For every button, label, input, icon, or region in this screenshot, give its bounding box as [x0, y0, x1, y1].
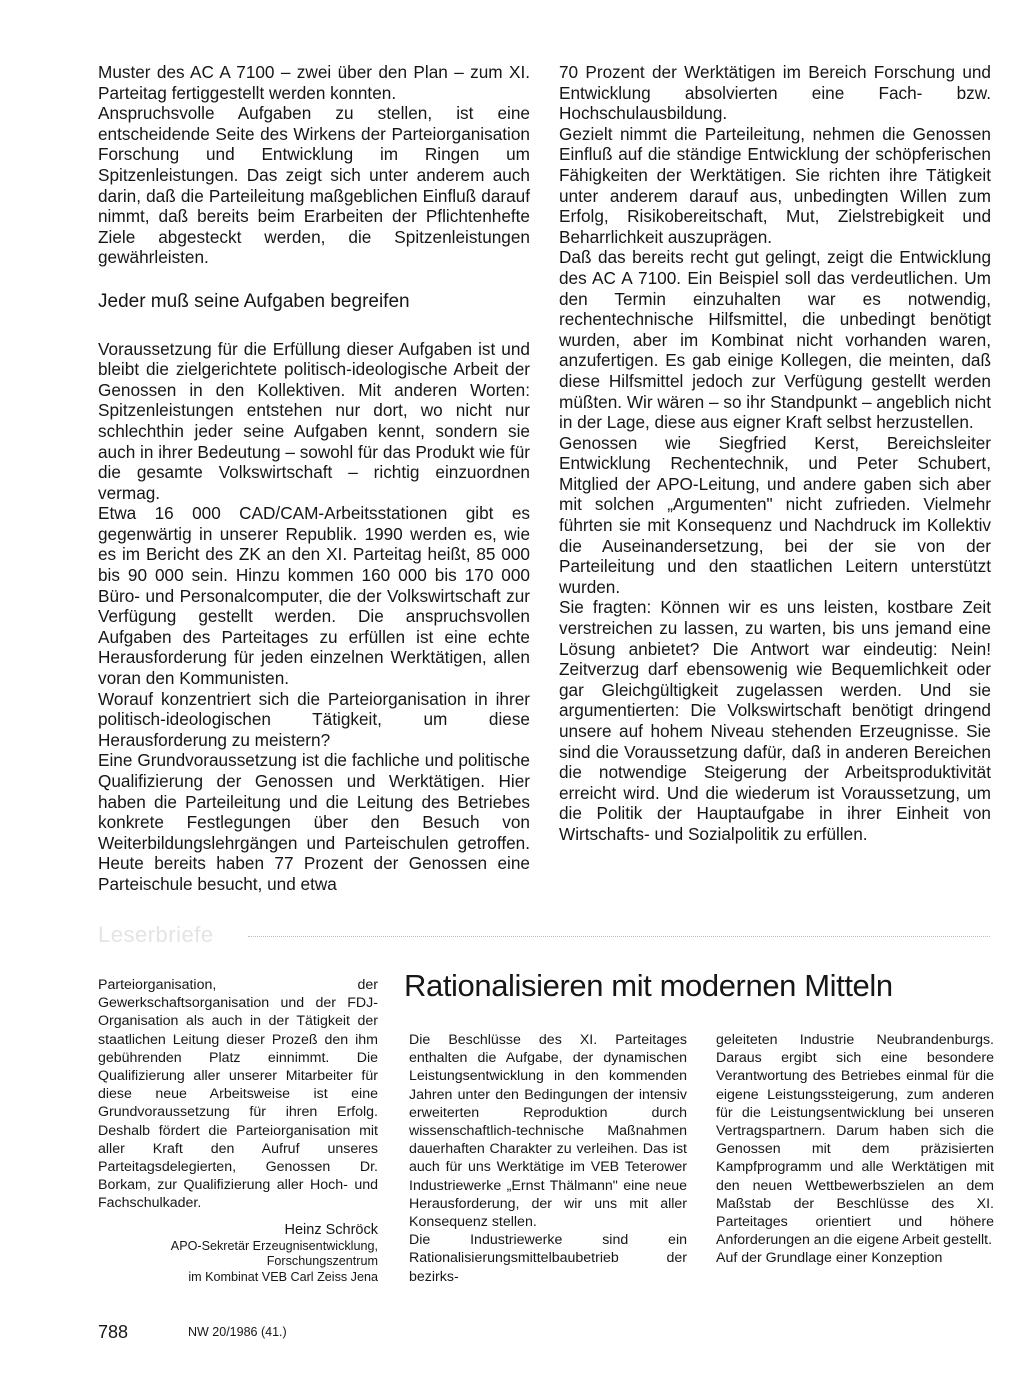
paragraph: Etwa 16 000 CAD/CAM-Arbeitsstationen gibt es gegenwärtig in unserer Republik. 1990 werden es, wie es im Bericht des ZK an den XI. Parteitag heißt, 85 000 bis 90 000 sein. Hinzu kommen 160 000 bis 170 000 Büro- und Personalcomputer, die der Volkswirtschaft zur Verfügung gestellt werden. Die anspruchsvollen Aufgaben des Parteitages zu erfüllen ist eine echte Herausforderung für jeden einzelnen Werktätigen, allen voran den Kommunisten.	[98, 503, 530, 689]
paragraph: Worauf konzentriert sich die Parteiorganisation in ihrer politisch-ideologischen Tätigkeit, um diese Herausforderung zu meistern?	[98, 688, 530, 750]
paragraph: 70 Prozent der Werktätigen im Bereich Forschung und Entwicklung absolvierten eine Fach- bzw. Hochschulausbildung.	[559, 62, 991, 124]
signature-role: Forschungszentrum	[266, 1254, 378, 1269]
letter-column-left	[98, 976, 378, 1285]
issue-reference: NW 20/1986 (41.)	[188, 1325, 287, 1339]
section-label-leserbriefe: Leserbriefe	[98, 922, 214, 947]
paragraph: Daß das bereits recht gut gelingt, zeigt die Entwicklung des AC A 7100. Ein Beispiel soll das verdeutlichen. Um den Termin einzuhalten war es notwendig, rechentechnische Hilfsmittel, die unbedingt benötigt wurden, aber im Kombinat nicht vorhanden waren, anzufertigen. Es gab einige Kollegen, die meinten, daß diese Hilfsmittel jedoch zur Verfügung gestellt werden müßten. Wir wären – so ihr Standpunkt – angeblich nicht in der Lage, diese aus eigner Kraft selbst herzustellen.	[559, 247, 991, 433]
article-column-top-right	[559, 62, 991, 845]
signature-role: im Kombinat VEB Carl Zeiss Jena	[188, 1269, 378, 1284]
paragraph: Anspruchsvolle Aufgaben zu stellen, ist eine entscheidende Seite des Wirkens der Parteiorganisation Forschung und Entwicklung im Ringen um Spitzenleistungen. Das zeigt sich unter anderem auch darin, daß die Parteileitung maßgeblichen Einfluß darauf nimmt, daß bereits beim Erarbeiten der Pflichtenhefte Ziele abgesteckt werden, die Spitzenleistungen gewährleisten.	[98, 103, 530, 268]
letter-column-right	[716, 1031, 994, 1268]
paragraph: Die Industriewerke sind ein Rationalisierungsmittelbaubetrieb der bezirks-	[409, 1232, 687, 1285]
page-footer	[98, 1322, 498, 1346]
paragraph: Auf der Grundlage einer Konzeption	[716, 1250, 943, 1267]
paragraph: Genossen wie Siegfried Kerst, Bereichsleiter Entwicklung Rechentechnik, und Peter Schubert, Mitglied der APO-Leitung, und andere gaben sich aber mit solchen „Argumenten" nicht zufrieden. Vielmehr führten sie mit Konsequenz und Nachdruck im Kollektiv die Auseinandersetzung, bei der sie von der Parteileitung und den staatlichen Leitern unterstützt wurden.	[559, 432, 991, 597]
paragraph: geleiteten Industrie Neubrandenburgs. Daraus ergibt sich eine besondere Verantwortung des Betriebes einmal für die eigene Leistungssteigerung, zum anderen für die Leistungsentwicklung bei unseren Vertragspartnern. Darum haben sich die Genossen mit dem präzisierten Kampfprogramm und alle Werktätigen mit den neuen Wettbewerbszielen an dem Maßstab der Beschlüsse des XI. Parteitages orientiert und höhere Anforderungen an die eigene Arbeit gestellt.	[716, 1032, 994, 1249]
paragraph: Gezielt nimmt die Parteileitung, nehmen die Genossen Einfluß auf die ständige Entwicklung der schöpferischen Fähigkeiten der Werktätigen. Sie richten ihre Tätigkeit unter anderem darauf aus, unbedingten Willen zum Erfolg, Risikobereitschaft, Mut, Zielstrebigkeit und Beharrlichkeit auszuprägen.	[559, 123, 991, 247]
paragraph: Sie fragten: Können wir es uns leisten, kostbare Zeit verstreichen zu lassen, zu warten, bis uns jemand eine Lösung anbietet? Die Antwort war eindeutig: Nein! Zeitverzug darf ebensowenig wie Bequemlichkeit oder gar Gleichgültigkeit zugelassen werden. Und sie argumentierten: Die Volkswirtschaft benötigt dringend unsere auf hohem Niveau stehenden Erzeugnisse. Sie sind die Voraussetzung dafür, daß in anderen Bereichen die notwendige Steigerung der Arbeitsproduktivität erreicht wird. Und die wiederum ist Voraussetzung, um die Politik der Hauptaufgabe in ihrer Einheit von Wirtschafts- und Sozialpolitik zu erfüllen.	[559, 597, 991, 844]
paragraph: Muster des AC A 7100 – zwei über den Plan – zum XI. Parteitag fertiggestellt werden konnten.	[98, 62, 530, 103]
signature-role: APO-Sekretär Erzeugnisentwicklung,	[170, 1238, 378, 1253]
paragraph: Die Beschlüsse des XI. Parteitages enthalten die Aufgabe, der dynamischen Leistungsentwicklung in den kommenden Jahren unter den Bedingungen der intensiv erweiterten Reproduktion durch wissenschaftlich-technische Maßnahmen dauerhaften Charakter zu verleihen. Das ist auch für uns Werktätige im VEB Teterower Industriewerke „Ernst Thälmann" eine neue Herausforderung, der wir uns mit aller Konsequenz stellen.	[409, 1032, 687, 1231]
letter-column-middle	[409, 1031, 687, 1286]
section-divider	[98, 922, 990, 948]
section-subheading: Jeder muß seine Aufgaben begreifen	[98, 290, 410, 312]
letter-headline: Rationalisieren mit modernen Mitteln	[404, 968, 893, 1003]
divider-line	[248, 936, 990, 937]
page-number: 788	[98, 1322, 129, 1342]
article-column-top-left	[98, 62, 530, 895]
paragraph: Voraussetzung für die Erfüllung dieser Aufgaben ist und bleibt die zielgerichtete politisch-ideologische Arbeit der Genossen in den Kollektiven. Mit anderen Worten: Spitzenleistungen entstehen nur dort, wo nicht nur schlechthin jeder seine Aufgaben kennt, sondern sie auch in ihrer Bedeutung – sowohl für das Produkt wie für die gesamte Volkswirtschaft – richtig einzuordnen vermag.	[98, 338, 530, 503]
paragraph: Eine Grundvoraussetzung ist die fachliche und politische Qualifizierung der Genossen und Werktätigen. Hier haben die Parteileitung und die Leitung des Betriebes konkrete Festlegungen über den Besuch von Weiterbildungslehrgängen und Parteischulen getroffen. Heute bereits haben 77 Prozent der Genossen eine Parteischule besucht, und etwa	[98, 750, 530, 894]
paragraph: Parteiorganisation, der Gewerkschaftsorganisation und der FDJ-Organisation als auch in der Tätigkeit der staatlichen Leitung dieser Prozeß den ihm gebührenden Platz einnimmt. Die Qualifizierung aller unserer Mitarbeiter für diese neue Arbeitsweise ist eine Grundvoraussetzung für ihren Erfolg. Deshalb fördert die Parteiorganisation mit aller Kraft den Aufruf unseres Parteitagsdelegierten, Genossen Dr. Borkam, zur Qualifizierung aller Hoch- und Fachschulkader.	[98, 977, 378, 1212]
signature-name: Heinz Schröck	[284, 1221, 378, 1238]
